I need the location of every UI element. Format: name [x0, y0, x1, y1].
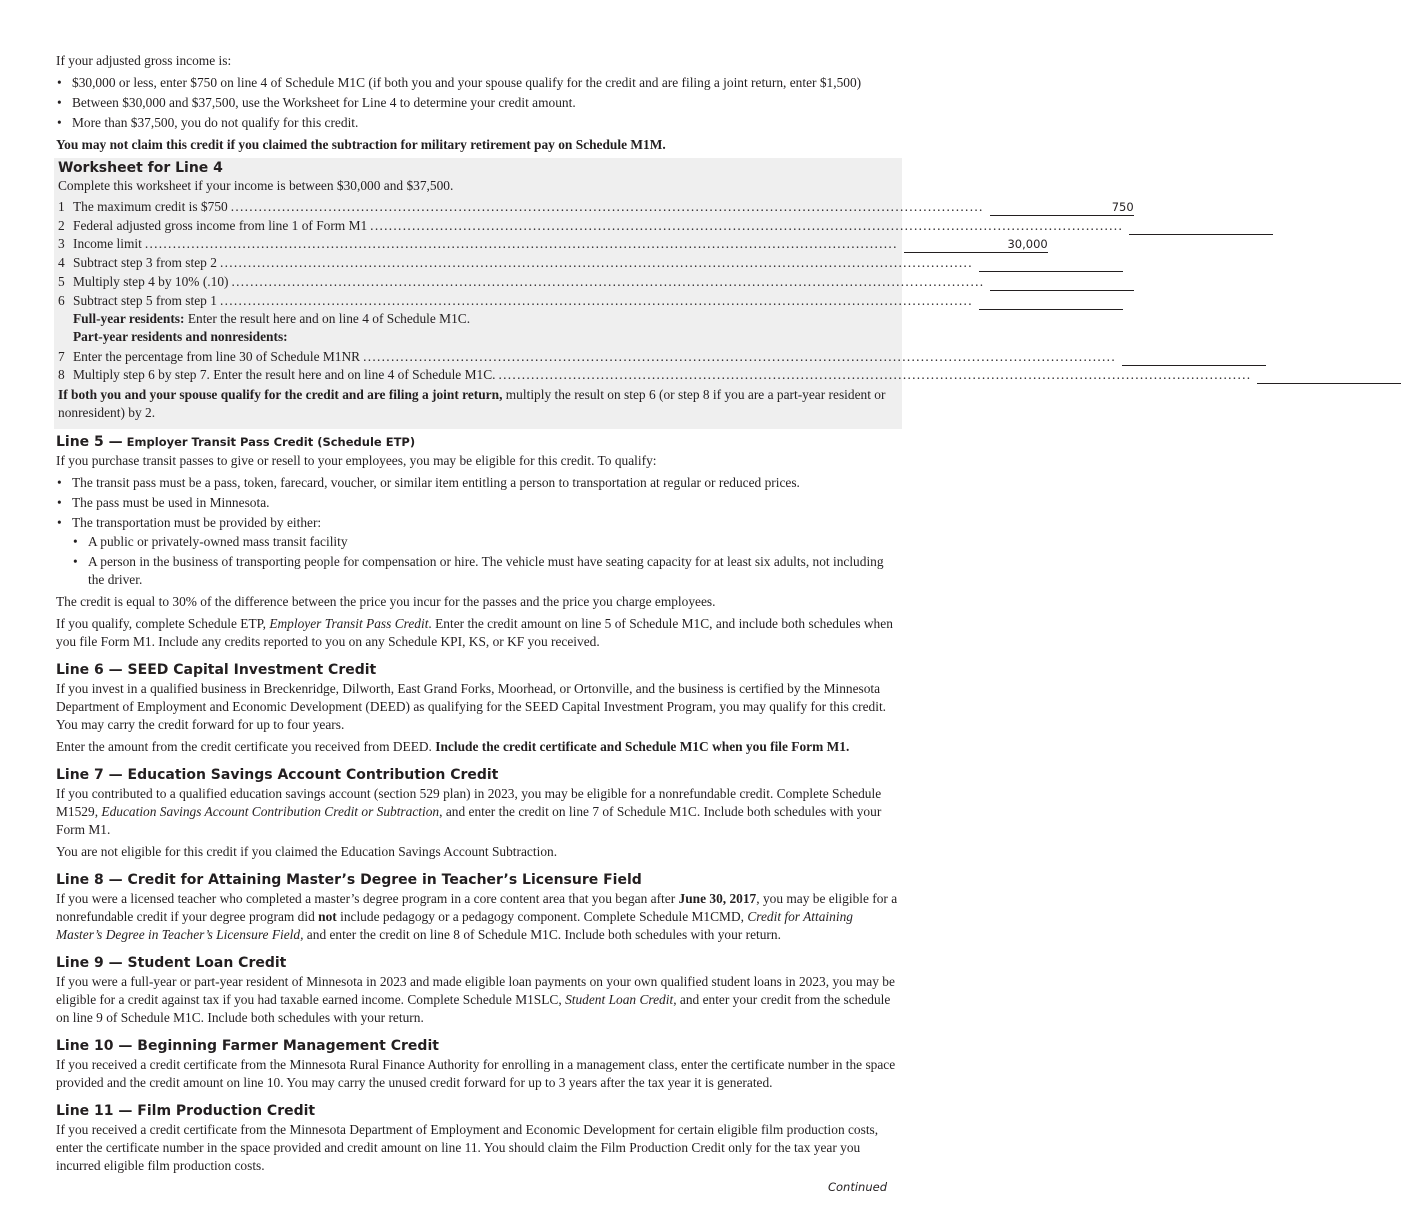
step-value: [1122, 349, 1266, 366]
line-5-sub-bullet: • A person in the business of transporting people for compensation or hire. The vehicle must have seating capacity for at least six adults, not including the driver.: [72, 553, 898, 589]
dot-leader: ..................................................................................................................................................................: [231, 273, 985, 289]
worksheet-step: [58, 291, 973, 310]
schedule-m1cmd-title: Credit for Attaining Master’s Degree in Teacher’s Licensure Field,: [56, 909, 853, 943]
line-5-heading-main: Line 5 —: [56, 434, 123, 451]
worksheet-step: [58, 197, 1134, 216]
worksheet-title: Worksheet for Line 4: [58, 160, 223, 176]
worksheet-line-4: [54, 158, 1252, 429]
step-value: [979, 293, 1123, 310]
worksheet-subtitle: Complete this worksheet if your income is between $30,000 and $37,500.: [58, 178, 454, 193]
worksheet-step: [58, 272, 985, 291]
step-number: 7: [58, 348, 65, 364]
dot-leader: ..................................................................................................................................................................: [144, 236, 898, 252]
schedule-etp-title: Employer Transit Pass Credit: [269, 616, 429, 632]
line-7-eligibility: You are not eligible for this credit if you claimed the Education Savings Account Subtraction.: [56, 844, 558, 860]
step-value: [1129, 218, 1273, 235]
line-8-date: June 30, 2017: [678, 891, 757, 907]
intro-bullet: • More than $37,500, you do not qualify for this credit.: [56, 114, 898, 132]
line-8-text: If you were a licensed teacher who completed a master’s degree program in a core content area that you began after: [56, 891, 679, 907]
line-5-bullet: [56, 514, 898, 589]
line-5-bullet-text: The transportation must be provided by either:: [72, 515, 322, 531]
schedule-m1529-title: Education Savings Account Contribution Credit or Subtraction: [101, 804, 440, 820]
worksheet-step: [58, 253, 973, 272]
step-value: 30,000: [904, 236, 1048, 253]
intro-warning: You may not claim this credit if you claimed the subtraction for military retirement pay on Schedule M1M.: [56, 137, 666, 152]
line-8-text: include pedagogy or a pedagogy component. Complete Schedule M1CMD,: [336, 909, 748, 925]
fullyear-note: [58, 310, 898, 329]
line-5-text: . Enter the credit amount on line 5 of Schedule M1C, and include both schedules when you file Form M1. Include any credits reported to you on any Schedule KPI, KS, or KF you received.: [56, 616, 893, 650]
worksheet-step: [58, 347, 1116, 366]
line-5-credit-amount: The credit is equal to 30% of the difference between the price you incur for the passes and the price you charge employees.: [56, 594, 716, 610]
step-label: Multiply step 4 by 10% (.10): [73, 273, 229, 289]
worksheet-step: [58, 366, 1252, 385]
line-7-heading: Line 7 — Education Savings Account Contribution Credit: [56, 767, 499, 784]
joint-text: multiply the result on step 6 (or step 8 if you are a part-year resident or nonresident) by 2.: [58, 387, 886, 421]
step-label: Federal adjusted gross income from line 1 of Form M1: [73, 217, 368, 233]
intro-bullet: • $30,000 or less, enter $750 on line 4 of Schedule M1C (if both you and your spouse qualify for the credit and are filing a joint return, enter $1,500): [56, 74, 898, 92]
line-8-not: not: [318, 909, 337, 925]
line-6-heading: Line 6 — SEED Capital Investment Credit: [56, 662, 377, 679]
line-5-heading-small: Employer Transit Pass Credit (Schedule ETP): [122, 435, 416, 450]
continued-label: Continued: [827, 1180, 887, 1194]
dot-leader: ..................................................................................................................................................................: [498, 367, 1252, 383]
line-8-text: and enter the credit on line 8 of Schedule M1C. Include both schedules with your return.: [303, 927, 781, 943]
line-5-bullets: [56, 474, 898, 589]
joint-bold: If both you and your spouse qualify for the credit and are filing a joint return,: [58, 387, 503, 403]
line-10-intro: If you received a credit certificate from the Minnesota Rural Finance Authority for enrolling in a management class, enter the certificate number in the space provided and the credit amount on line 10. You may carry the unused credit forward for up to 3 years after the tax year it is generated.: [56, 1057, 896, 1091]
line-6-instructions: [56, 738, 898, 756]
line-5-heading: [56, 433, 898, 451]
step-value: [990, 274, 1134, 291]
step-value: 750: [990, 199, 1134, 216]
step-number: 4: [58, 255, 65, 271]
intro-lead: If your adjusted gross income is:: [56, 53, 232, 68]
step-value: [979, 255, 1123, 272]
line-11-heading: Line 11 — Film Production Credit: [56, 1103, 316, 1120]
step-number: 5: [58, 273, 65, 289]
dot-leader: ..................................................................................................................................................................: [370, 217, 1124, 233]
step-value: [1257, 367, 1401, 384]
step-label: Income limit: [73, 236, 142, 252]
dot-leader: ..................................................................................................................................................................: [230, 198, 984, 214]
step-number: 8: [58, 367, 65, 383]
step-number: 2: [58, 217, 65, 233]
step-label: Multiply step 6 by step 7. Enter the result here and on line 4 of Schedule M1C.: [73, 367, 496, 383]
step-number: 6: [58, 292, 65, 308]
line-9-intro: [56, 973, 898, 1027]
line-7-text: , and enter the credit on line 7 of Schedule M1C. Include both schedules with your Form M1.: [56, 804, 882, 838]
line-9-text: , and enter your credit from the schedule on line 9 of Schedule M1C. Include both schedules with your return.: [56, 992, 891, 1026]
line-10-heading: Line 10 — Beginning Farmer Management Credit: [56, 1038, 439, 1055]
line-6-text: Enter the amount from the credit certificate you received from DEED.: [56, 739, 436, 755]
line-8-text: , you may be eligible for a nonrefundable credit if your degree program did: [56, 891, 898, 925]
line-5-text: If you qualify, complete Schedule ETP,: [56, 616, 270, 632]
line-5-sub-bullets: [72, 533, 898, 589]
step-label: Subtract step 3 from step 2: [73, 255, 217, 271]
step-number: 1: [58, 198, 65, 214]
intro-bullet: • Between $30,000 and $37,500, use the Worksheet for Line 4 to determine your credit amount.: [56, 94, 898, 112]
fullyear-bold: Full-year residents:: [73, 310, 185, 326]
line-8-heading: Line 8 — Credit for Attaining Master’s Degree in Teacher’s Licensure Field: [56, 872, 642, 889]
line-6-intro: If you invest in a qualified business in Breckenridge, Dilworth, East Grand Forks, Moorhead, or Ortonville, and the business is certified by the Minnesota Department of Employment and Economic Development (DEED) as qualifying for the SEED Capital Investment Program, you may qualify for this credit. You may carry the credit forward for up to four years.: [56, 681, 887, 733]
step-label: Subtract step 5 from step 1: [73, 292, 217, 308]
intro-bullets: [56, 74, 898, 132]
dot-leader: ..................................................................................................................................................................: [219, 292, 973, 308]
partyear-heading: Part-year residents and nonresidents:: [73, 329, 288, 345]
schedule-m1slc-title: Student Loan Credit: [565, 992, 674, 1008]
line-11-intro: If you received a credit certificate from the Minnesota Department of Employment and Economic Development for certain eligible film production costs, enter the certificate number in the space provided and credit amount on line 11. You should claim the Film Production Credit only for the tax year you incurred eligible film production costs.: [56, 1122, 879, 1174]
line-7-intro: [56, 785, 898, 839]
line-8-intro: [56, 890, 898, 944]
step-number: 3: [58, 236, 65, 252]
line-5-bullet: • The pass must be used in Minnesota.: [56, 494, 898, 512]
line-7-text: If you contributed to a qualified education savings account (section 529 plan) in 2023, you may be eligible for a nonrefundable credit. Complete Schedule M1529,: [56, 786, 882, 820]
dot-leader: ..................................................................................................................................................................: [219, 255, 973, 271]
joint-return-note: [58, 386, 898, 422]
line-5-instructions: [56, 615, 898, 651]
line-6-bold: Include the credit certificate and Schedule M1C when you file Form M1.: [435, 739, 850, 755]
line-9-text: If you were a full-year or part-year resident of Minnesota in 2023 and made eligible loan payments on your own qualified student loans in 2023, you may be eligible for a credit against tax if you had taxable earned income. Complete Schedule M1SLC,: [56, 974, 895, 1008]
line-5-sub-bullet: • A public or privately-owned mass transit facility: [72, 533, 898, 551]
fullyear-text: Enter the result here and on line 4 of Schedule M1C.: [184, 310, 471, 326]
step-label: Enter the percentage from line 30 of Schedule M1NR: [73, 348, 361, 364]
worksheet-step: [58, 216, 1124, 235]
dot-leader: ..................................................................................................................................................................: [363, 348, 1116, 364]
line-9-heading: Line 9 — Student Loan Credit: [56, 955, 287, 972]
worksheet-step: [58, 235, 1048, 254]
step-label: The maximum credit is $750: [73, 198, 228, 214]
line-5-bullet: • The transit pass must be a pass, token, farecard, voucher, or similar item entitling a person to transportation at regular or reduced prices.: [56, 474, 898, 492]
line-5-intro: If you purchase transit passes to give or resell to your employees, you may be eligible for this credit. To qualify:: [56, 453, 657, 469]
